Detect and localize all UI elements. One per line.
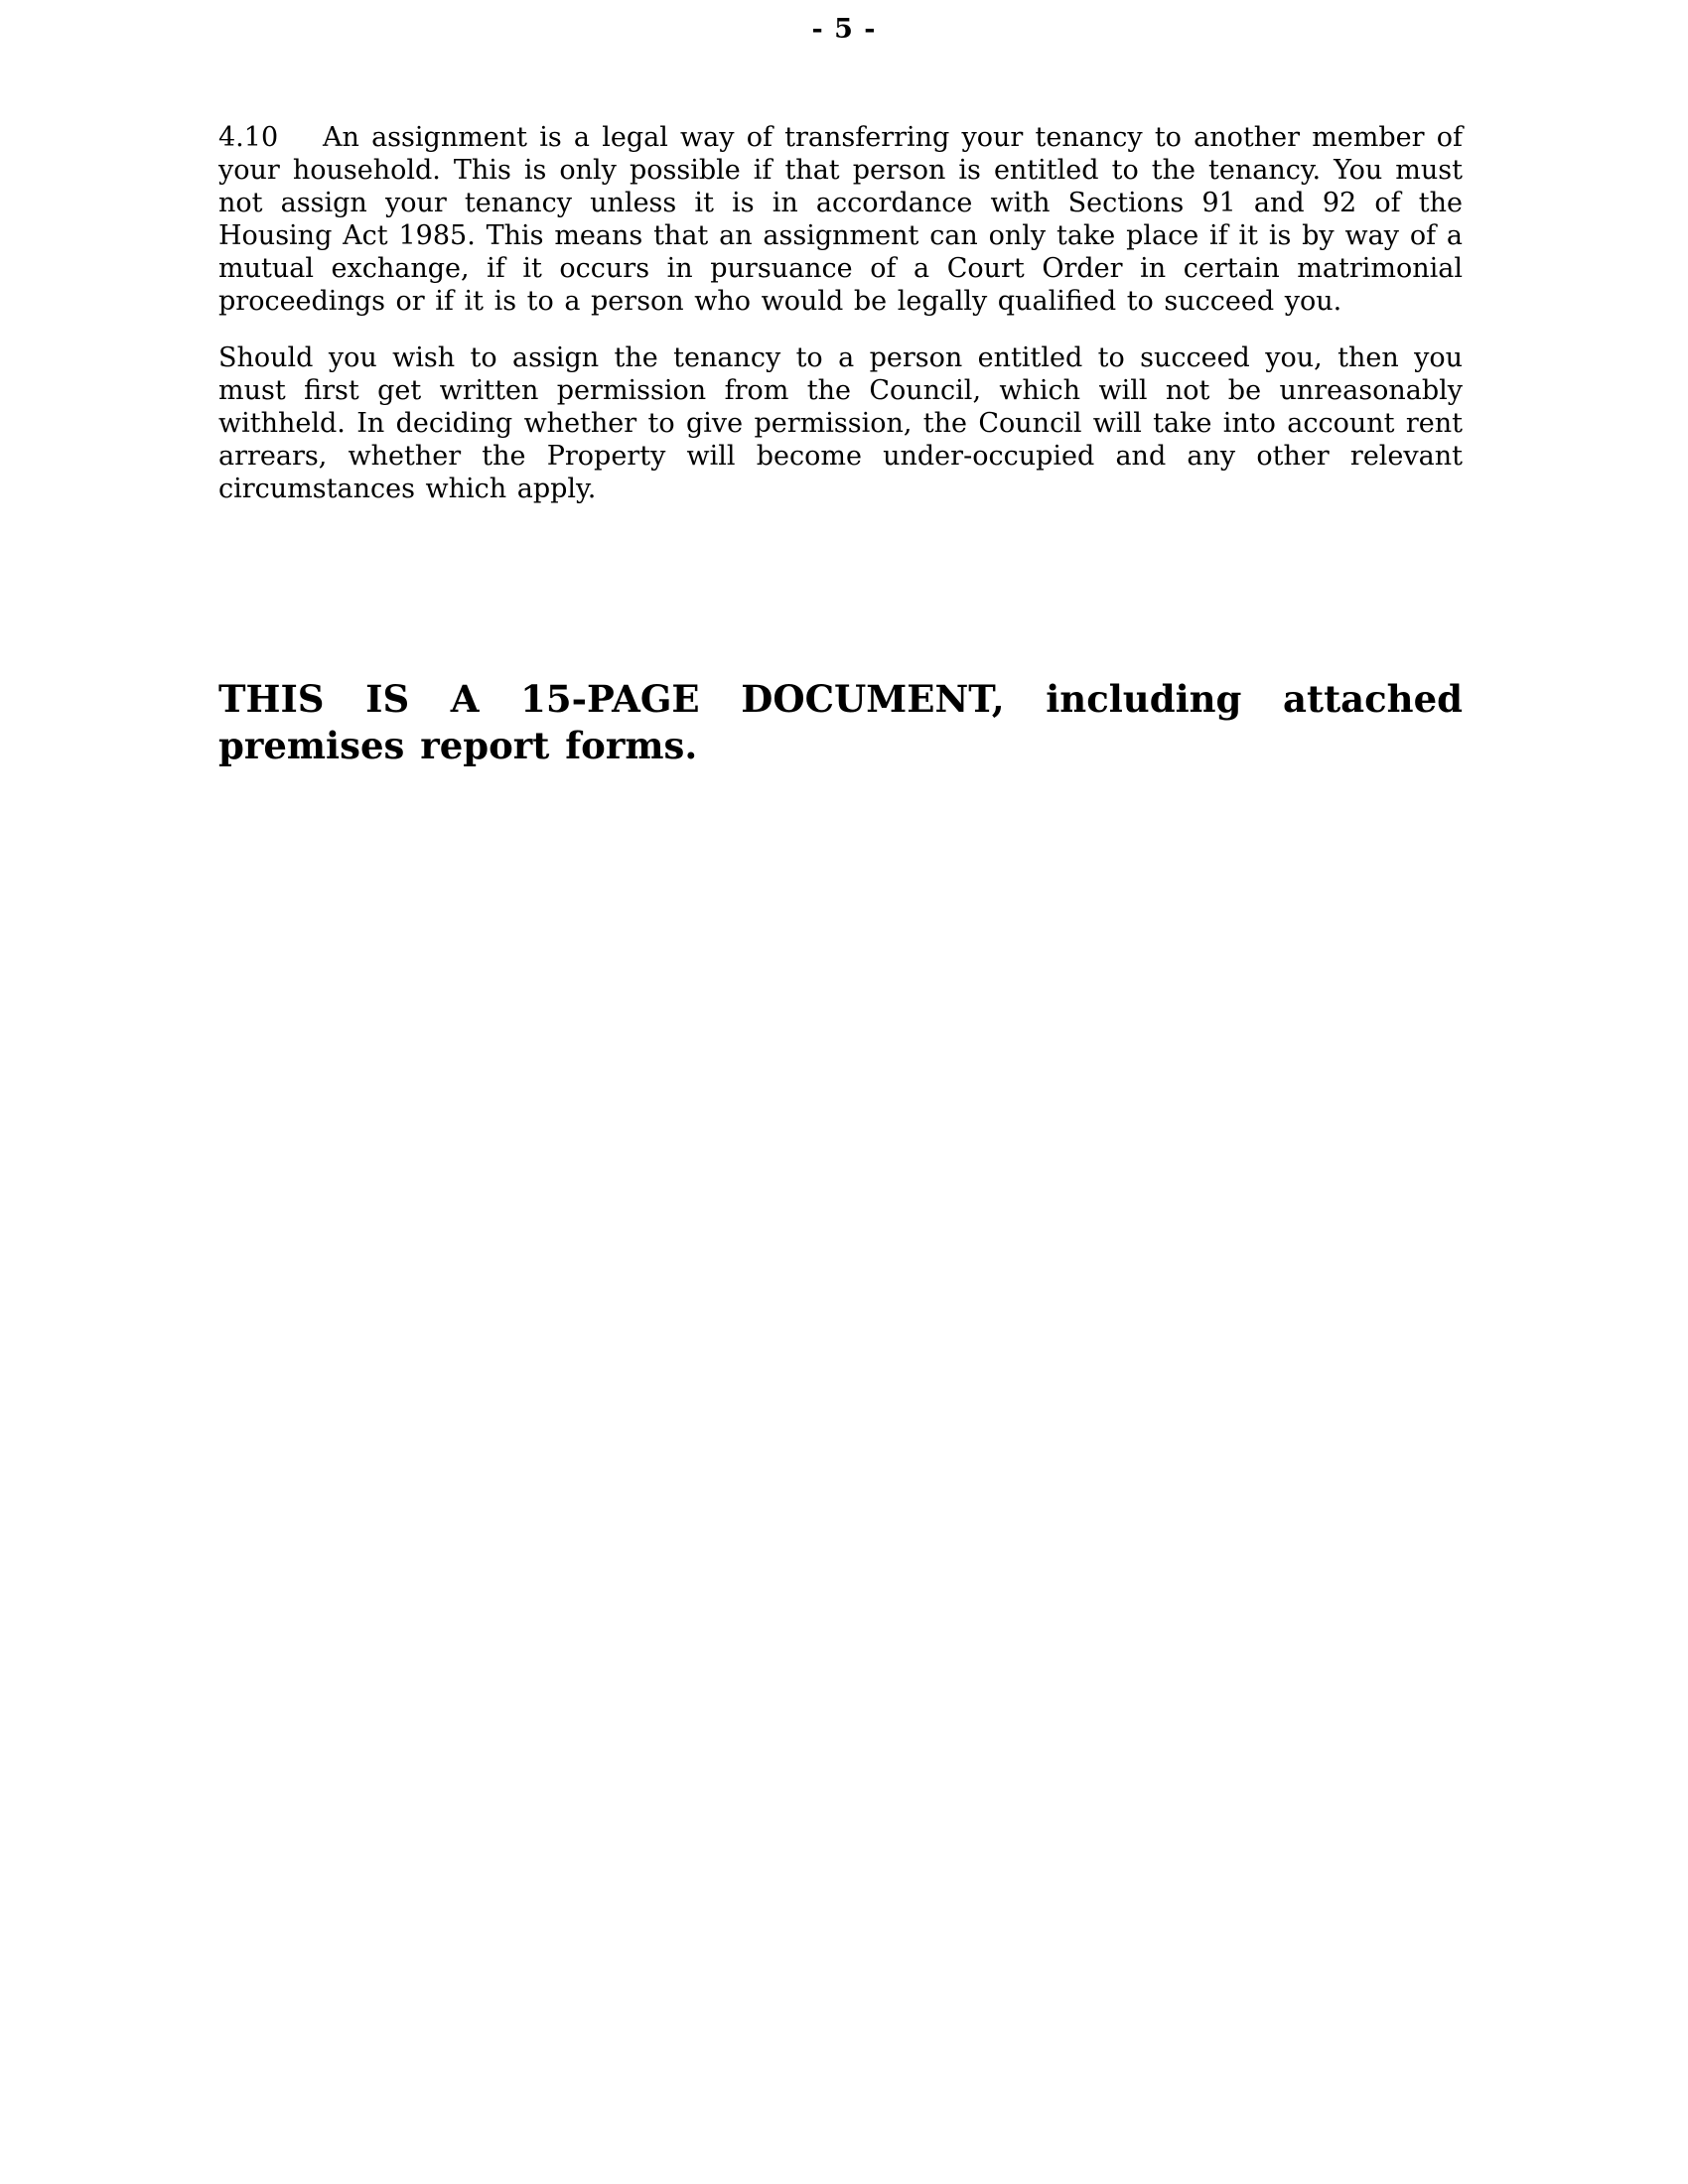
clause-4-10: [218, 121, 1463, 318]
clause-assignment-permission: [218, 341, 1463, 505]
page-count-notice: THIS IS A 15-PAGE DOCUMENT, including attached premises report forms.: [218, 677, 1463, 767]
clause-text: Should you wish to assign the tenancy to a person entitled to succeed you, then you must first get written permission from the Council, which will not be unreasonably withheld. In deciding whether to give permission, the Council will take into account rent arrears, whether the Property will become under-occupied and any other relevant circumstances which apply.: [218, 342, 1463, 504]
page-number: - 5 -: [811, 14, 877, 45]
document-body: [218, 121, 1463, 769]
clause-text: An assignment is a legal way of transferring your tenancy to another member of your household. This is only possible if that person is entitled to the tenancy. You must not assign your tenancy unless it is in accordance with Sections 91 and 92 of the Housing Act 1985. This means that an assignment can only take place if it is by way of a mutual exchange, if it occurs in pursuance of a Court Order in certain matrimonial proceedings or if it is to a person who would be legally qualified to succeed you.: [218, 122, 1463, 317]
clause-number: 4.10: [218, 122, 279, 153]
